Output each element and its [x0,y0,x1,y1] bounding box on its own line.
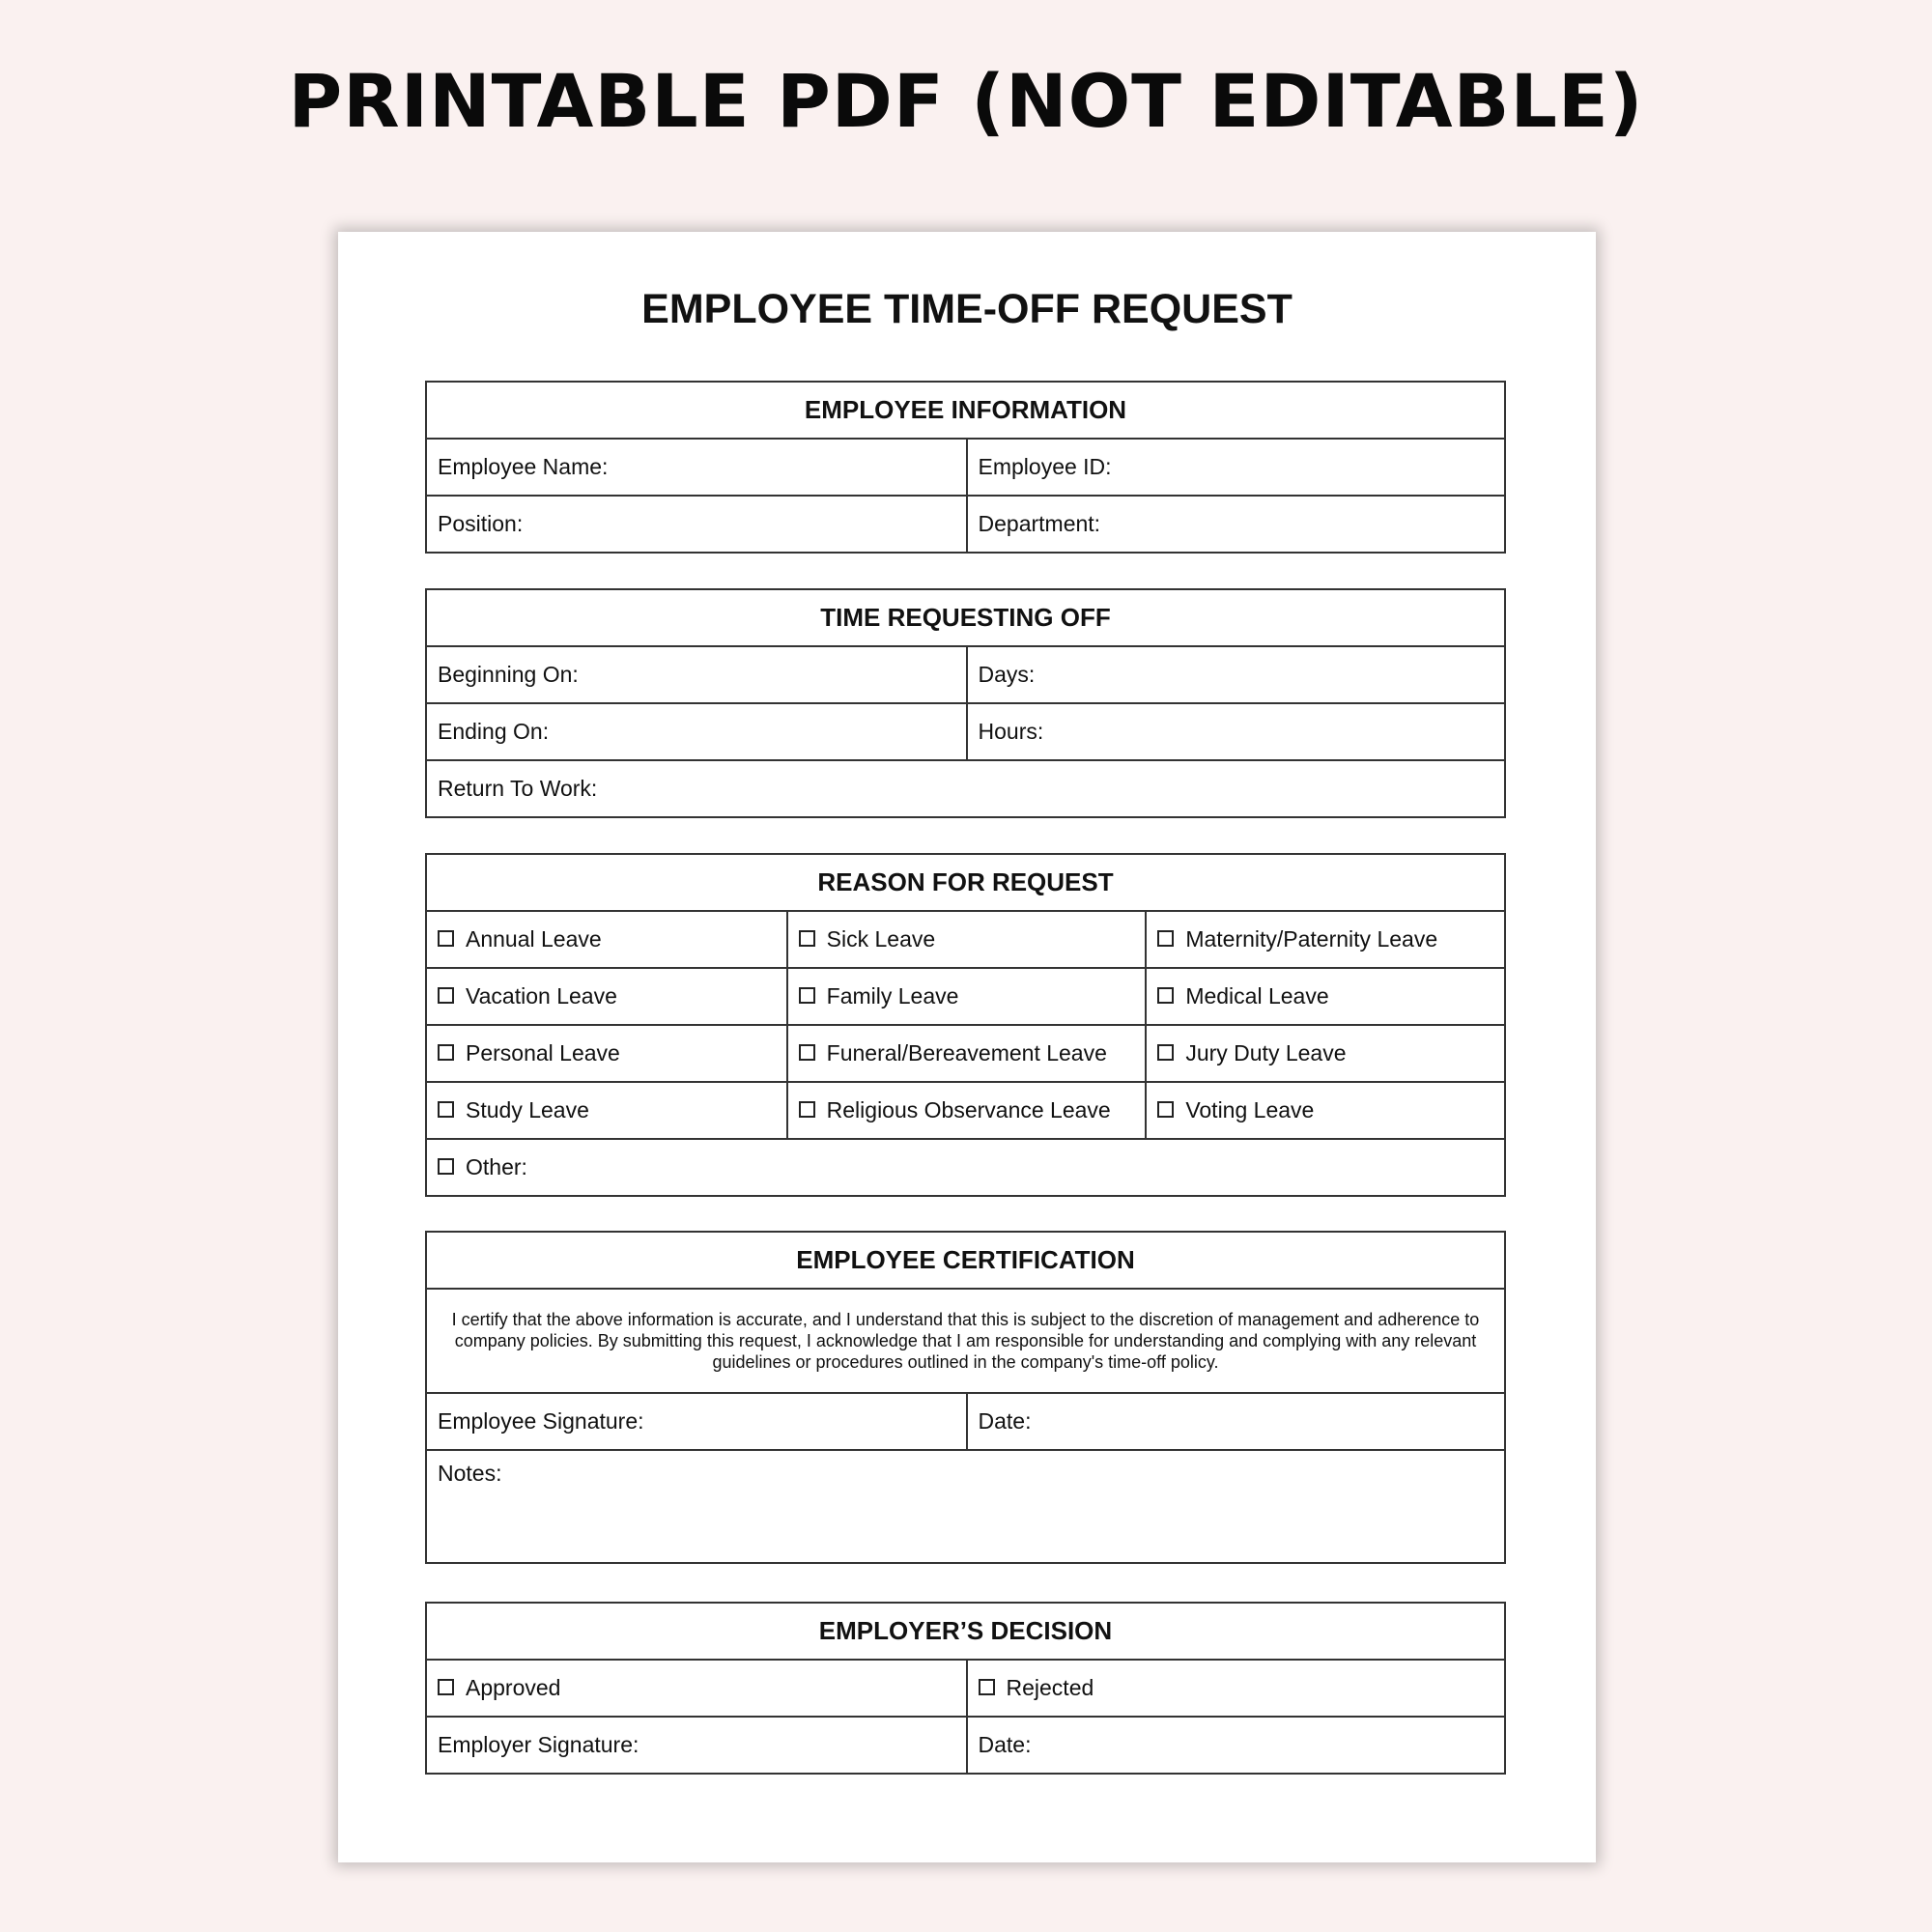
beginning-on-field[interactable] [427,647,966,702]
field-label: Ending On: [438,719,550,744]
reason-option[interactable] [427,1083,786,1138]
checkbox-icon[interactable] [1157,1101,1174,1118]
checkbox-icon[interactable] [438,1044,454,1061]
employee-date-field[interactable] [966,1394,1505,1449]
employee-id-field[interactable] [966,440,1505,495]
checkbox-icon[interactable] [799,987,815,1004]
reason-option[interactable] [427,1026,786,1081]
option-label: Other: [466,1154,527,1179]
reason-for-request-section [425,853,1506,1197]
checkbox-icon[interactable] [799,1044,815,1061]
reason-option[interactable] [786,912,1146,967]
checkbox-icon[interactable] [1157,1044,1174,1061]
reason-option[interactable] [1145,912,1504,967]
field-label: Employee Name: [438,454,609,479]
ending-on-field[interactable] [427,704,966,759]
option-label: Religious Observance Leave [826,1097,1111,1122]
employee-signature-field[interactable] [427,1394,966,1449]
days-field[interactable] [966,647,1505,702]
option-label: Sick Leave [826,926,936,952]
form-page [338,232,1596,1862]
checkbox-icon[interactable] [438,1101,454,1118]
checkbox-icon[interactable] [438,987,454,1004]
section-heading: REASON FOR REQUEST [817,867,1114,896]
banner-title: PRINTABLE PDF (NOT EDITABLE) [288,58,1644,144]
option-label: Study Leave [466,1097,589,1122]
section-heading: EMPLOYER’S DECISION [818,1616,1113,1645]
field-label: Return To Work: [438,776,598,801]
reason-option[interactable] [427,969,786,1024]
reason-option[interactable] [1145,1026,1504,1081]
reason-option[interactable] [427,912,786,967]
field-label: Date: [978,1408,1032,1434]
reason-option[interactable] [1145,1083,1504,1138]
rejected-option[interactable] [966,1661,1505,1716]
notes-field[interactable] [427,1451,1504,1562]
employee-name-field[interactable] [427,440,966,495]
reason-option[interactable] [786,1083,1146,1138]
approved-option[interactable] [427,1661,966,1716]
field-label: Date: [978,1732,1032,1757]
field-label: Employee ID: [978,454,1112,479]
option-label: Annual Leave [466,926,602,952]
section-heading: EMPLOYEE CERTIFICATION [796,1245,1135,1274]
department-field[interactable] [966,497,1505,552]
hours-field[interactable] [966,704,1505,759]
option-label: Voting Leave [1185,1097,1315,1122]
employer-date-field[interactable] [966,1718,1505,1773]
certification-statement: I certify that the above information is accurate, and I understand that this is subject to the discretion of management and adherence to company policies. By submitting this request, I acknowledge that I am responsible for understanding and complying with any relevant guidelines or procedures outlined in the company's time-off policy. [427,1288,1504,1392]
employer-decision-section [425,1602,1506,1775]
section-heading: EMPLOYEE INFORMATION [804,395,1127,424]
field-label: Notes: [438,1461,502,1486]
field-label: Hours: [978,719,1044,744]
reason-option[interactable] [786,969,1146,1024]
field-label: Employer Signature: [438,1732,639,1757]
option-label: Jury Duty Leave [1185,1040,1347,1065]
return-to-work-field[interactable] [427,761,1504,816]
employee-certification-section [425,1231,1506,1564]
section-heading: TIME REQUESTING OFF [820,603,1111,632]
employee-information-section [425,381,1506,554]
field-label: Position: [438,511,524,536]
checkbox-icon[interactable] [979,1679,995,1695]
time-requesting-off-section [425,588,1506,818]
checkbox-icon[interactable] [799,930,815,947]
checkbox-icon[interactable] [438,1679,454,1695]
checkbox-icon[interactable] [438,930,454,947]
option-label: Medical Leave [1185,983,1329,1009]
reason-other[interactable] [427,1140,1504,1195]
employer-signature-field[interactable] [427,1718,966,1773]
checkbox-icon[interactable] [1157,930,1174,947]
reason-option[interactable] [786,1026,1146,1081]
checkbox-icon[interactable] [438,1158,454,1175]
option-label: Approved [466,1675,561,1700]
option-label: Personal Leave [466,1040,620,1065]
option-label: Rejected [1006,1675,1094,1700]
checkbox-icon[interactable] [1157,987,1174,1004]
field-label: Days: [978,662,1036,687]
position-field[interactable] [427,497,966,552]
field-label: Beginning On: [438,662,579,687]
option-label: Vacation Leave [466,983,617,1009]
checkbox-icon[interactable] [799,1101,815,1118]
option-label: Family Leave [826,983,959,1009]
field-label: Employee Signature: [438,1408,644,1434]
field-label: Department: [978,511,1101,536]
option-label: Funeral/Bereavement Leave [826,1040,1107,1065]
reason-option[interactable] [1145,969,1504,1024]
option-label: Maternity/Paternity Leave [1185,926,1438,952]
form-title: EMPLOYEE TIME-OFF REQUEST [641,286,1293,332]
